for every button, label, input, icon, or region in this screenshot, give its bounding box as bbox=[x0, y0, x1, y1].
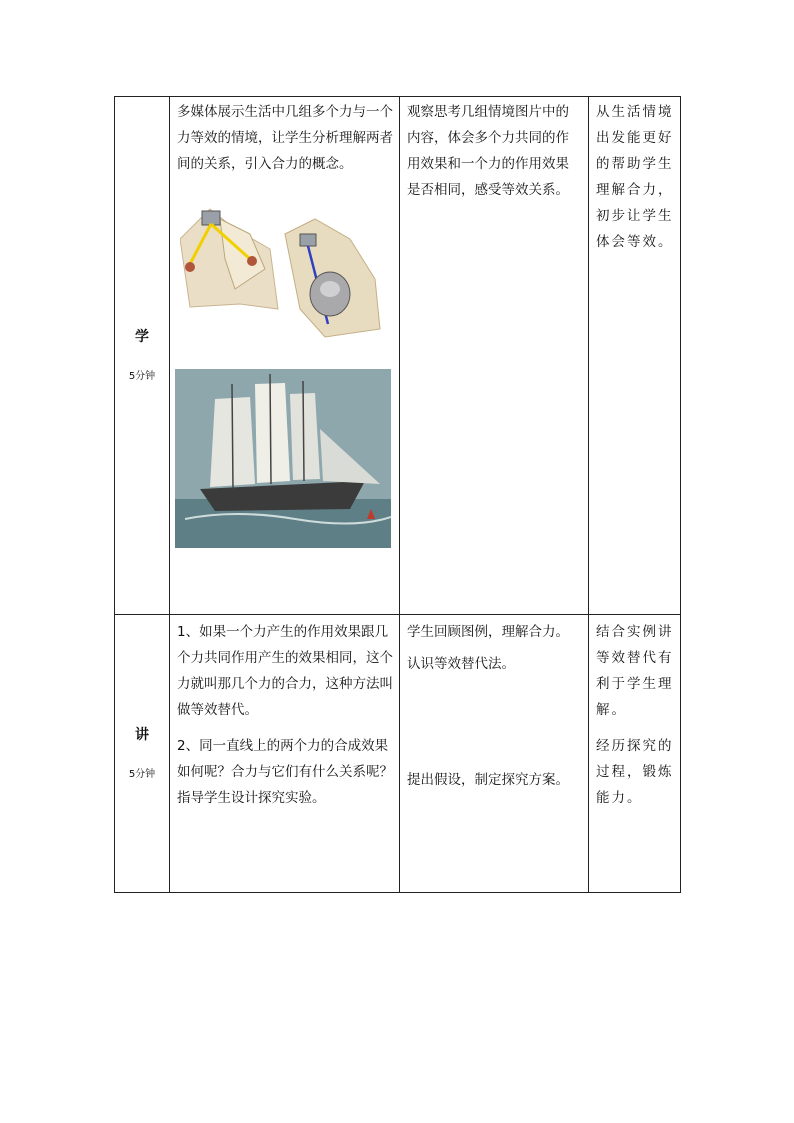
sailing-ship-image bbox=[175, 369, 391, 548]
stage-time: 5分钟 bbox=[128, 370, 156, 382]
purpose-cell bbox=[589, 615, 681, 893]
student-activity-text: 认识等效替代法。 bbox=[407, 656, 515, 672]
stage-cell bbox=[115, 97, 170, 615]
purpose-text: 经历探究的过程，锻炼能力。 bbox=[596, 738, 674, 806]
teacher-activity-cell bbox=[170, 615, 400, 893]
table-row bbox=[115, 97, 681, 615]
purpose-cell bbox=[589, 97, 681, 615]
teacher-activity-text: 2、同一直线上的两个力的合成效果如何呢？合力与它们有什么关系呢？指导学生设计探究实验。 bbox=[177, 738, 393, 806]
rock-climbing-illustration bbox=[180, 189, 385, 339]
purpose-text: 结合实例讲等效替代有利于学生理解。 bbox=[596, 624, 674, 718]
student-activity-text: 学生回顾图例，理解合力。 bbox=[407, 624, 569, 640]
student-activity-cell bbox=[400, 615, 589, 893]
student-activity-text: 观察思考几组情境图片中的内容，体会多个力共同的作用效果和一个力的作用效果是否相同，感受等效关系。 bbox=[407, 104, 569, 198]
teacher-activity-cell bbox=[170, 97, 400, 615]
table-row bbox=[115, 615, 681, 893]
stage-time: 5分钟 bbox=[128, 768, 156, 780]
stage-cell bbox=[115, 615, 170, 893]
stage-name: 讲 bbox=[135, 726, 149, 743]
stage-name: 学 bbox=[135, 328, 149, 345]
student-activity-text: 提出假设，制定探究方案。 bbox=[407, 772, 569, 788]
purpose-text: 从生活情境出发能更好的帮助学生理解合力，初步让学生体会等效。 bbox=[596, 104, 674, 250]
teacher-activity-text: 1、如果一个力产生的作用效果跟几个力共同作用产生的效果相同，这个力就叫那几个力的合力，这种方法叫做等效替代。 bbox=[177, 624, 393, 718]
student-activity-cell bbox=[400, 97, 589, 615]
teacher-activity-text: 多媒体展示生活中几组多个力与一个力等效的情境，让学生分析理解两者间的关系，引入合力的概念。 bbox=[177, 104, 393, 172]
lesson-plan-table bbox=[114, 96, 681, 893]
